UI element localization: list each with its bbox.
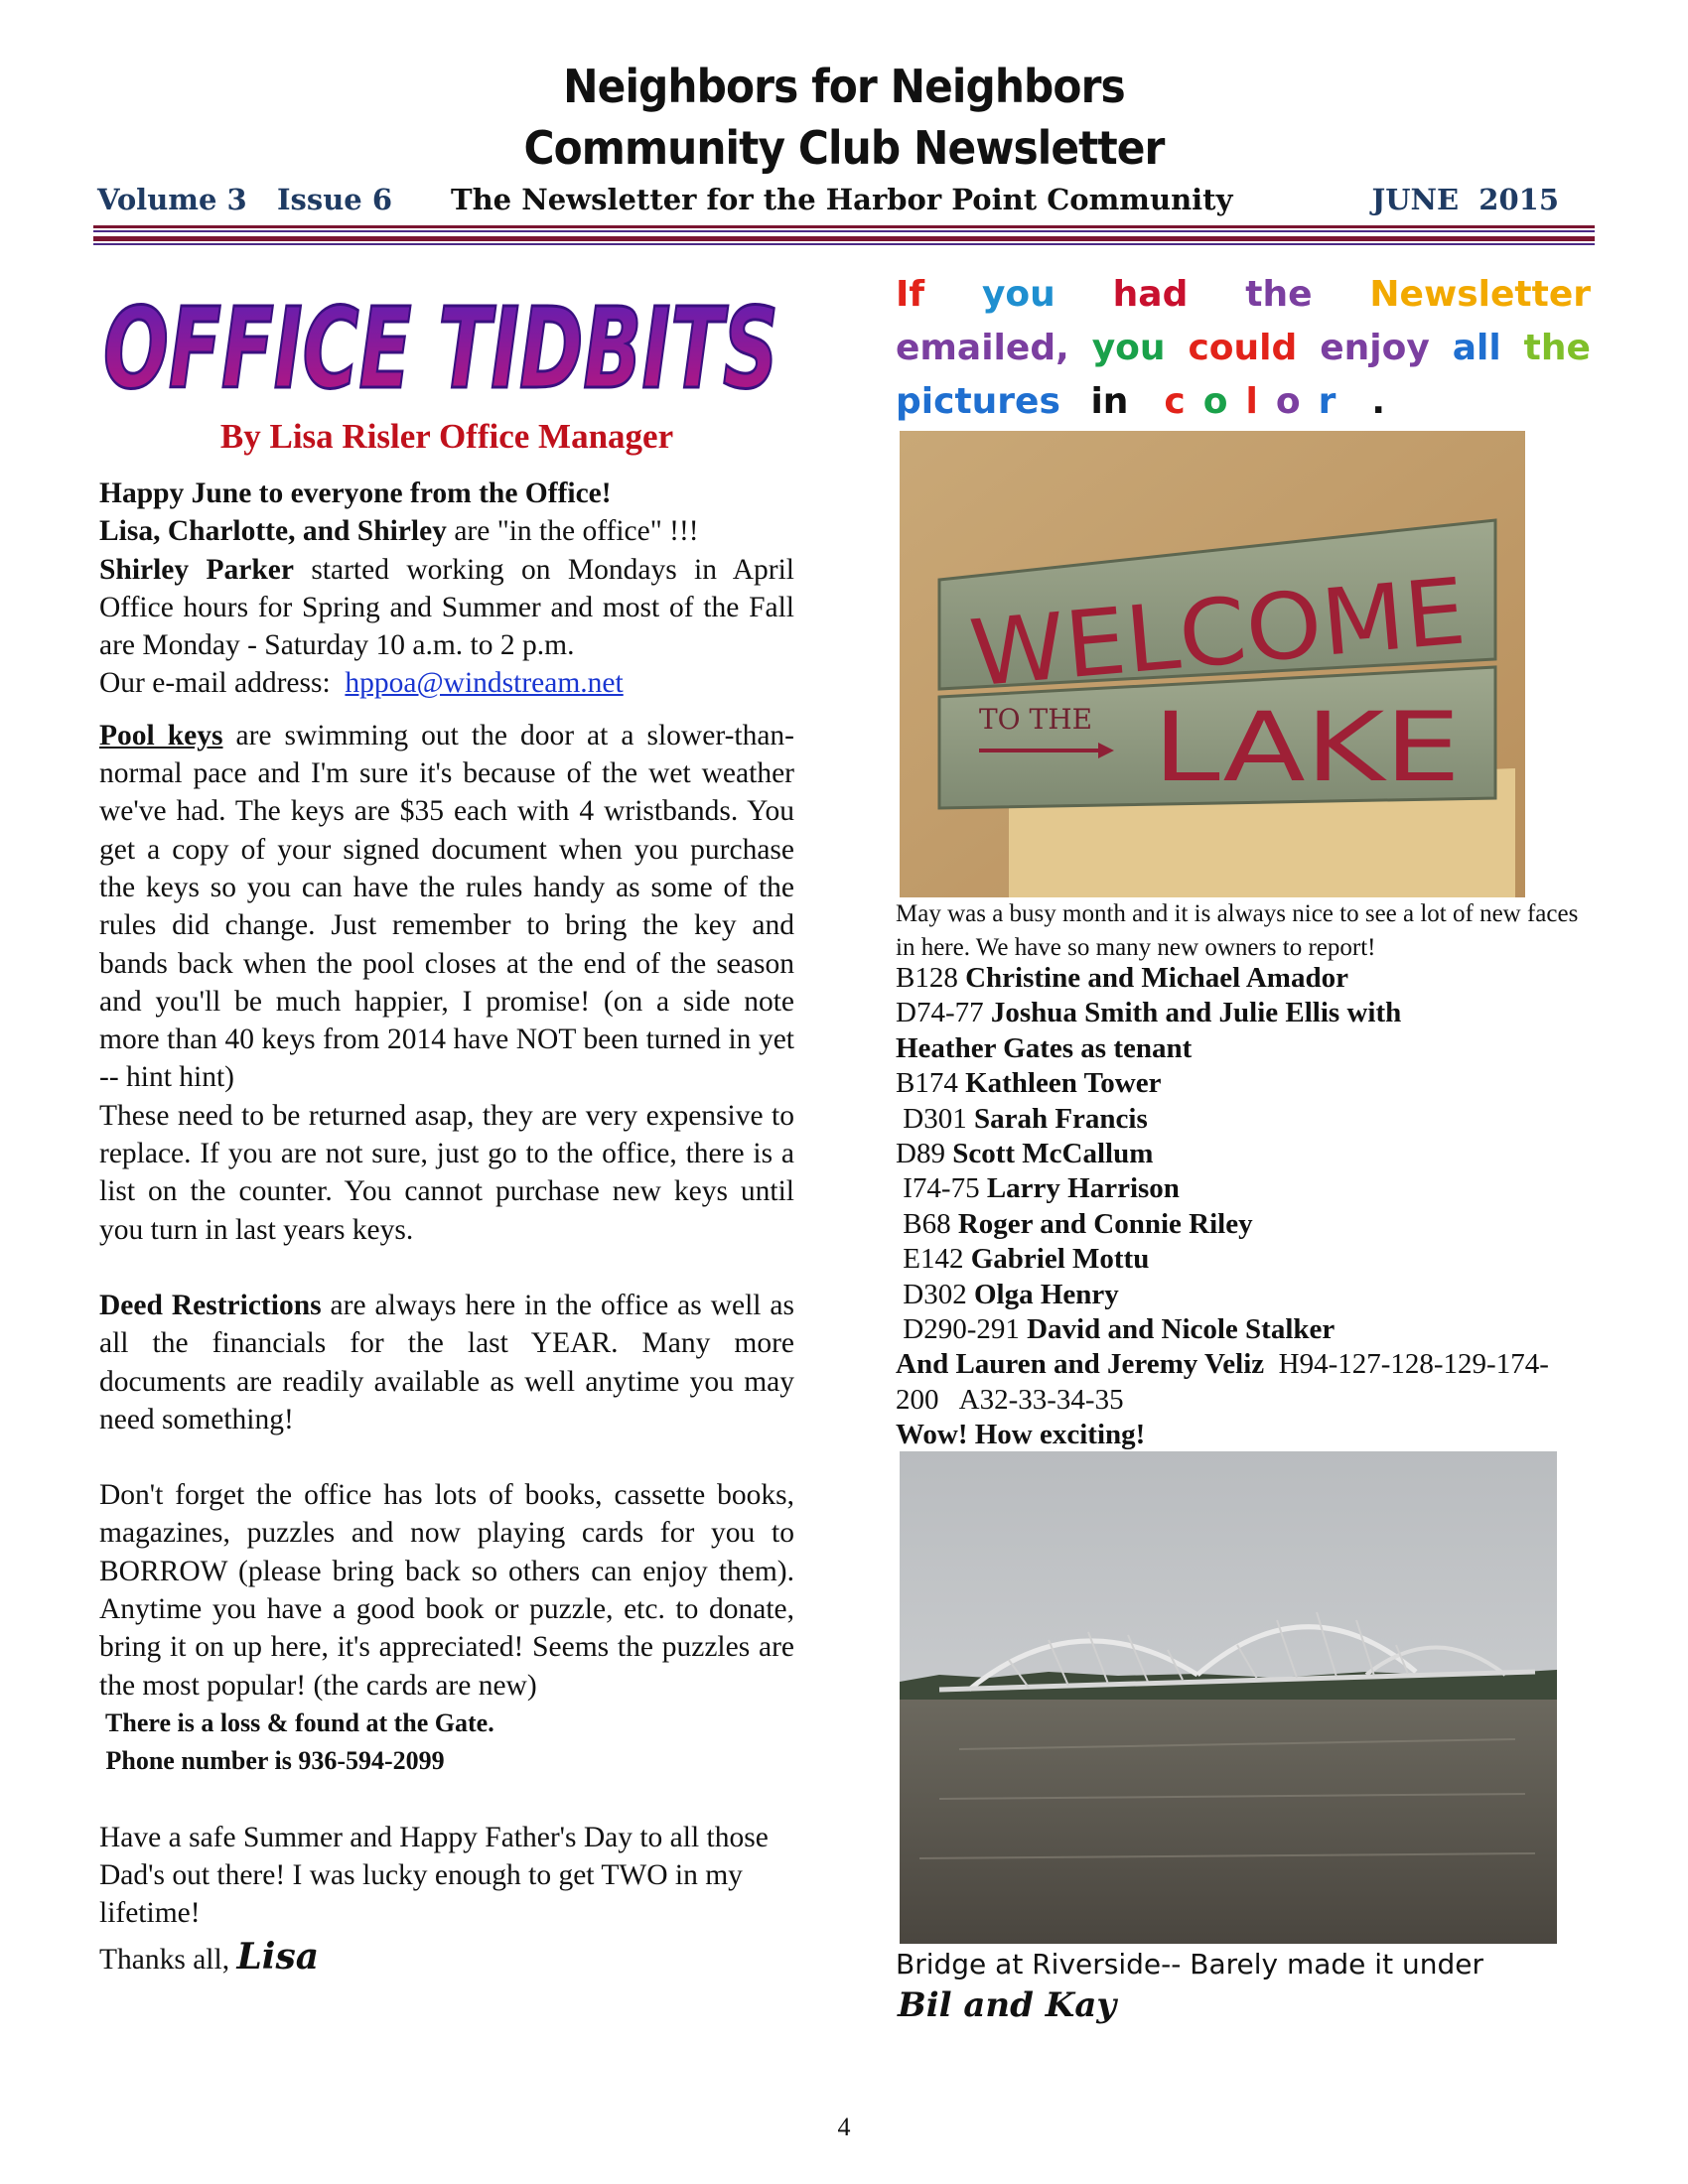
masthead-title-line2: Community Club Newsletter [523,121,1165,175]
office-tidbits-text: OFFICE TIDBITS [103,285,778,414]
email-promo [896,268,1591,429]
deed-text: are always here in the office as well as all the financials for the last YEAR. Many more documents are readily available as well anytime you may need something! [99,1289,795,1435]
promo-word: all [1452,328,1501,368]
owner-name: David and Nicole Stalker [1027,1313,1336,1346]
new-owners-list [896,961,1591,1453]
issue-bar [97,183,1559,222]
pool-keys-paragraph [99,717,794,1097]
owner-line [896,1278,1591,1312]
divider [93,225,1595,228]
staff-names: Lisa, Charlotte, and Shirley [99,515,447,548]
owner-name: Heather Gates as tenant [896,1031,1193,1064]
owner-lot: D74-77 [896,997,991,1029]
owner-line [896,1066,1591,1101]
owner-line [896,1347,1591,1418]
owner-name: Christine and Michael Amador [965,962,1348,994]
owner-line [896,1031,1591,1066]
volume-issue: Volume 3 Issue 6 [97,183,393,216]
owner-name: Kathleen Tower [965,1067,1162,1100]
promo-word: Newsletter [1369,274,1591,315]
bil-kay-signature: Bil and Kay [898,1985,1117,2025]
owner-name: And Lauren and Jeremy Veliz [896,1348,1265,1381]
promo-line-3-words [896,375,1146,429]
owner-name: Scott McCallum [952,1138,1154,1170]
promo-color-word [1164,375,1403,429]
owner-lot: D89 [896,1138,953,1170]
email-link[interactable]: hppoa@windstream.net [345,667,624,700]
promo-word: emailed, [896,328,1069,368]
owner-name: Joshua Smith and Julie Ellis with [990,997,1402,1029]
promo-color-letter: c [1164,381,1186,422]
promo-line-3 [896,375,1591,429]
bridge-caption: Bridge at Riverside-- Barely made it under [896,1948,1483,1980]
pool-keys-return: These need to be returned asap, they are very expensive to replace. If you are not sure, just go to the office, there is a list on the counter. You cannot purchase new keys until you turn in last years keys. [99,1099,794,1246]
owner-line [896,1242,1591,1277]
deed-label: Deed Restrictions [99,1289,322,1321]
promo-word: you [1091,328,1166,368]
staff-rest: are "in the office" !!! [446,515,699,548]
masthead-title-line1: Neighbors for Neighbors [563,60,1125,113]
office-tidbits-wordart [97,260,792,419]
sign-lake-text: LAKE [1153,692,1461,803]
owner-lot: D290-291 [896,1313,1028,1346]
owner-line [896,1137,1591,1171]
deed-paragraph [99,1287,794,1438]
owner-lot: B174 [896,1067,966,1100]
owner-lot: E142 [896,1243,971,1276]
promo-color-letter: l [1245,381,1258,422]
thanks-text: Thanks all, [99,1944,230,1977]
owner-lot: B68 [896,1207,958,1240]
divider [93,243,1595,245]
promo-line-1 [896,268,1591,322]
promo-word: pictures [896,381,1060,422]
shirley-name: Shirley Parker [99,553,294,586]
closing-paragraph: Have a safe Summer and Happy Father's Day to all those Dad's out there! I was lucky enough to get TWO in my lifetime! [99,1821,769,1930]
sign-welcome-text: WELCOME [965,560,1445,708]
owner-line [896,996,1591,1030]
tagline: The Newsletter for the Harbor Point Community [451,183,1233,216]
divider [93,236,1595,241]
owner-line [896,1102,1591,1137]
promo-color-letter: o [1202,381,1228,422]
promo-color-letter: r [1318,381,1336,422]
issue-date: JUNE 2015 [1371,183,1559,216]
welcome-lake-photo [900,431,1525,897]
greeting: Happy June to everyone from the Office! [99,478,612,509]
byline: By Lisa Risler Office Manager [219,417,674,456]
bridge-photo [900,1451,1557,1944]
phone-line: Phone number is 936-594-2099 [99,1746,445,1776]
owner-line [896,1171,1591,1206]
new-owners-intro: May was a busy month and it is always nice to see a lot of new faces in here. We have so many new owners to report! [896,900,1579,961]
promo-period: . [1371,381,1386,422]
pool-keys-text: are swimming out the door at a slower-than-normal pace and I'm sure it's because of the wet weather we've had. The keys are $35 each with 4 wristbands. You get a copy of your signed document when you purchase the keys so you can have the rules handy as some of the rules did change. Just remember to bring the key and bands back when the pool closes at the end of the season and you'll be much happier, I promise! (on a side note more than 40 keys from 2014 have NOT been turned in yet -- hint hint) [99,719,794,1094]
page-number: 4 [837,2113,851,2141]
owner-lot: B128 [896,962,966,994]
owner-name: Gabriel Mottu [970,1243,1150,1276]
sign-small-text: TO THE [979,703,1093,736]
lisa-signature: Lisa [236,1936,320,1979]
owner-name: Sarah Francis [973,1102,1148,1135]
promo-word: the [1245,274,1313,315]
promo-word: had [1112,274,1189,315]
promo-line-2 [896,322,1591,375]
promo-word: could [1188,328,1298,368]
owner-name: Roger and Connie Riley [957,1207,1253,1240]
library-paragraph: Don't forget the office has lots of books, cassette books, magazines, puzzles and now playing cards for you to BORROW (please bring back so others can enjoy them). Anytime you have a good book or puzzle, etc. to donate, bring it on up here, it's appreciated! Seems the puzzles are the most popular! (the cards are new) [99,1479,794,1702]
owners-exclaim: Wow! How exciting! [896,1419,1146,1451]
owner-lot: D302 [896,1278,974,1310]
promo-color-letter: o [1275,381,1301,422]
owner-lots: H94-127-128-129-174-200 A32-33-34-35 [896,1348,1549,1416]
email-label: Our e-mail address: [99,667,346,700]
owner-name: Olga Henry [973,1278,1119,1310]
lost-found: There is a loss & found at the Gate. [99,1707,494,1737]
owner-line [896,961,1591,996]
office-tidbits-article [99,475,794,1979]
promo-word: If [896,274,925,315]
owner-line [896,1207,1591,1242]
owner-lot: I74-75 [896,1172,987,1205]
divider [93,230,1595,232]
masthead [0,56,1688,179]
promo-word: you [981,274,1055,315]
owner-name: Larry Harrison [986,1172,1180,1205]
staff-line [99,512,794,550]
thanks-line [99,1938,794,1979]
owner-line [896,1312,1591,1347]
shirley-rest: started working on Mondays in April Office hours for Spring and Summer and most of the Fall are Monday - Saturday 10 a.m. to 2 p.m. [99,553,794,662]
email-line [99,664,794,702]
promo-word: the [1523,328,1591,368]
promo-word: in [1090,381,1129,422]
office-hours [99,551,794,665]
owner-lot: D301 [896,1102,974,1135]
promo-word: enjoy [1320,328,1430,368]
pool-keys-label: Pool keys [99,719,223,751]
